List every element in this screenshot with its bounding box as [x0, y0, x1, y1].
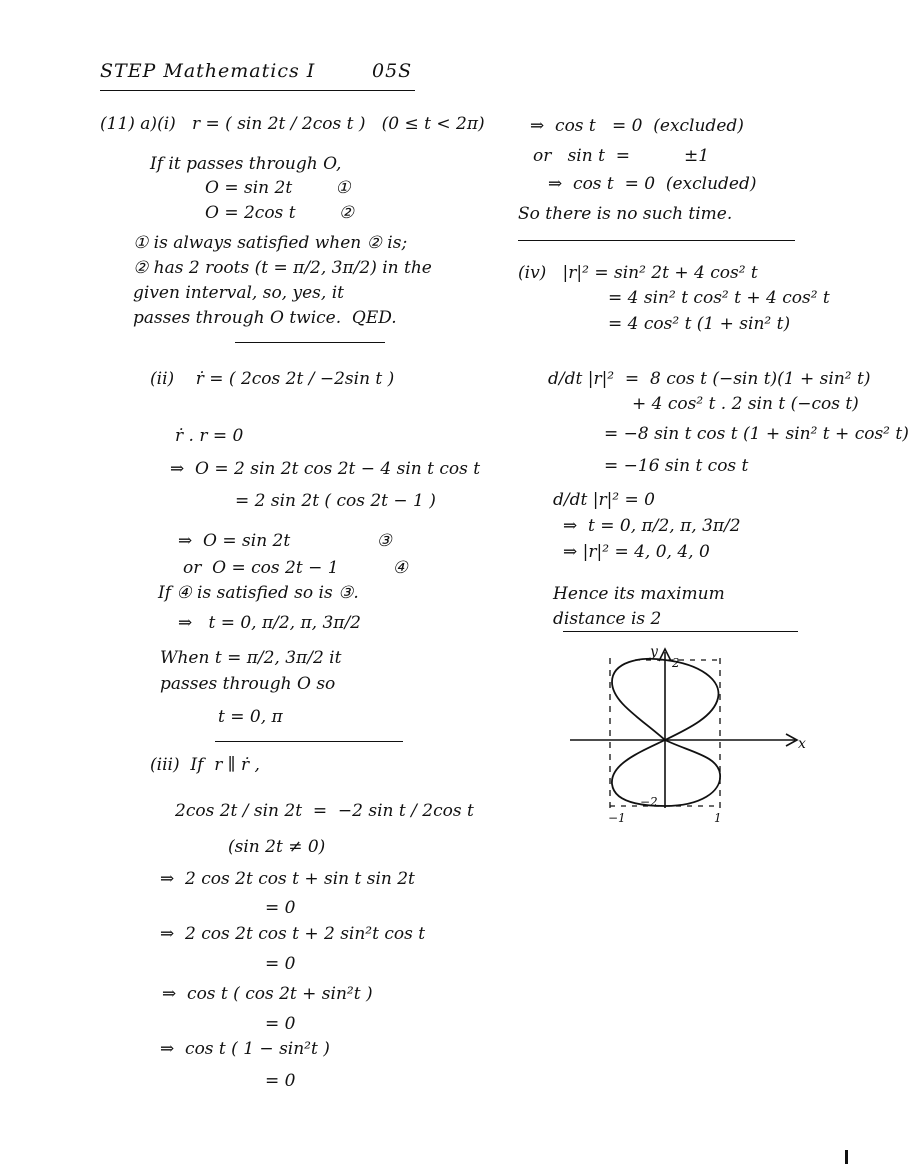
part-iv-line-8: d/dt |r|² = 0 — [553, 490, 655, 510]
part-iv-line-7: = −16 sin t cos t — [604, 456, 749, 476]
part-iv-line-1: (iv) |r|² = sin² 2t + 4 cos² t — [518, 263, 758, 283]
x-axis-label: x — [798, 736, 806, 752]
part-iii-line-5: = 0 — [265, 898, 296, 918]
part-i-line-6: ② has 2 roots (t = π/2, 3π/2) in the — [133, 258, 432, 278]
part-iv-line-10: ⇒ |r|² = 4, 0, 4, 0 — [563, 542, 710, 562]
right-tick-label: 1 — [714, 811, 722, 825]
part-iii-line-4: ⇒ 2 cos 2t cos t + sin t sin 2t — [160, 869, 415, 889]
part-iii-line-11: = 0 — [265, 1071, 296, 1091]
part-i-line-2: If it passes through O, — [150, 154, 342, 174]
figure-eight-curve — [612, 659, 720, 806]
part-iv-line-3: = 4 cos² t (1 + sin² t) — [608, 314, 791, 334]
part-i-line-1: (11) a)(i) r = ( sin 2t / 2cos t ) (0 ≤ t < 2π) — [100, 114, 485, 134]
y-axis-label: y — [650, 644, 658, 660]
part-i-line-5: ① is always satisfied when ② is; — [133, 233, 408, 253]
part-ii-line-5: ⇒ O = sin 2t ③ — [178, 531, 392, 551]
part-i-line-3: O = sin 2t ① — [205, 178, 351, 198]
part-iii-line-7: = 0 — [265, 954, 296, 974]
part-ii-line-9: When t = π/2, 3π/2 it — [160, 648, 342, 668]
part-iv-line-2: = 4 sin² t cos² t + 4 cos² t — [608, 288, 830, 308]
part-iv-line-6: = −8 sin t cos t (1 + sin² t + cos² t) — [604, 424, 909, 444]
part-ii-line-10: passes through O so — [160, 674, 336, 694]
part-iii-line-2: 2cos 2t / sin 2t = −2 sin t / 2cos t — [175, 801, 474, 821]
part-iv-line-4: d/dt |r|² = 8 cos t (−sin t)(1 + sin² t) — [548, 369, 871, 389]
part-iii-line-10: ⇒ cos t ( 1 − sin²t ) — [160, 1039, 330, 1059]
part-iv-line-11: Hence its maximum — [553, 584, 725, 604]
part-ii-line-8: ⇒ t = 0, π/2, π, 3π/2 — [178, 613, 361, 633]
part-iv-line-12: distance is 2 — [553, 609, 662, 629]
page-title: STEP Mathematics I — [100, 60, 316, 82]
part-ii-line-2: ṙ . r = 0 — [175, 426, 244, 446]
part-iv-line-5: + 4 cos² t . 2 sin t (−cos t) — [632, 394, 859, 414]
part-iii-cont-line-1: ⇒ cos t = 0 (excluded) — [530, 116, 744, 136]
part-iii-line-6: ⇒ 2 cos 2t cos t + 2 sin²t cos t — [160, 924, 426, 944]
part-iii-cont-line-3: ⇒ cos t = 0 (excluded) — [548, 174, 757, 194]
part-iii-line-9: = 0 — [265, 1014, 296, 1034]
part-iii-line-8: ⇒ cos t ( cos 2t + sin²t ) — [162, 984, 373, 1004]
part-ii-line-4: = 2 sin 2t ( cos 2t − 1 ) — [235, 491, 436, 511]
part-iii-cont-line-4: So there is no such time. — [518, 204, 733, 224]
scan-mark — [845, 1150, 848, 1164]
part-i-line-4: O = 2cos t ② — [205, 203, 354, 223]
question-code: 05S — [372, 60, 413, 82]
part-iii-cont-line-2: or sin t = ±1 — [533, 146, 710, 166]
part-ii-line-7: If ④ is satisfied so is ③. — [158, 583, 359, 603]
part-ii-line-3: ⇒ O = 2 sin 2t cos 2t − 4 sin t cos t — [170, 459, 481, 479]
top-value-label: 2 — [672, 656, 680, 670]
part-iii-line-1: (iii) If r ∥ ṙ , — [150, 755, 260, 775]
part-ii-line-1: (ii) ṙ = ( 2cos 2t / −2sin t ) — [150, 369, 395, 389]
part-iv-line-9: ⇒ t = 0, π/2, π, 3π/2 — [563, 516, 741, 536]
bottom-value-label: −2 — [640, 795, 658, 809]
part-ii-line-6: or O = cos 2t − 1 ④ — [183, 558, 408, 578]
part-ii-line-11: t = 0, π — [218, 707, 283, 727]
part-i-line-8: passes through O twice. QED. — [133, 308, 397, 328]
part-iii-line-3: (sin 2t ≠ 0) — [228, 837, 326, 857]
part-i-line-7: given interval, so, yes, it — [133, 283, 344, 303]
left-tick-label: −1 — [608, 811, 626, 825]
